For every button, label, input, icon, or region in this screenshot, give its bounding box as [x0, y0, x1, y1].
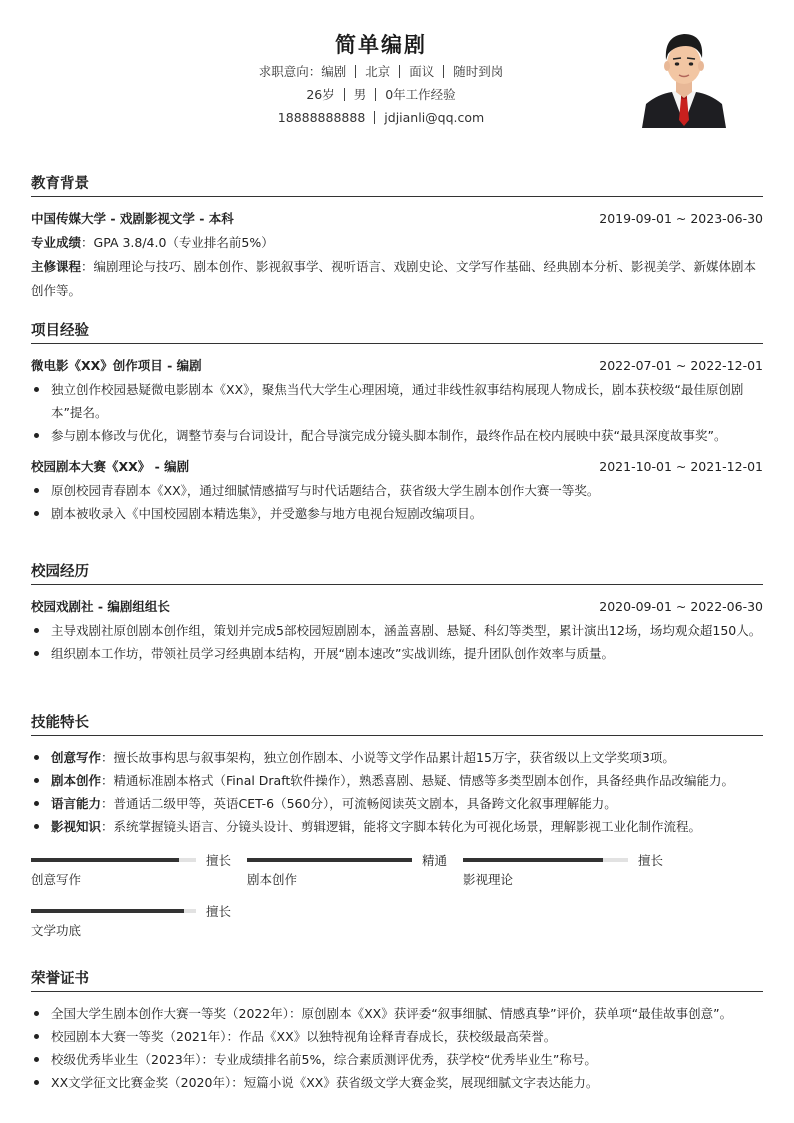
skill-bar-track [247, 858, 412, 862]
skill-name: 剧本创作 [247, 872, 298, 887]
education-header-row [31, 207, 763, 231]
list-item [31, 746, 763, 769]
skill-bar-item [31, 901, 231, 945]
project-header-row [31, 354, 763, 378]
candidate-name: 简单编剧 [335, 33, 427, 57]
list-item: 剧本被收录入《中国校园剧本精选集》，并受邀参与地方电视台短剧改编项目。 [31, 502, 763, 525]
project-name: 微电影《XX》创作项目 - 编剧 [31, 358, 202, 373]
phone: 18888888888 [277, 110, 366, 125]
separator [375, 88, 376, 101]
skill-bar-fill [31, 909, 184, 913]
gpa-label: 专业成绩 [31, 235, 82, 250]
list-item [31, 792, 763, 815]
project-item [31, 354, 763, 447]
resume-page [31, 0, 763, 1123]
campus-bullets [31, 619, 763, 665]
gpa-line [31, 231, 763, 255]
skill-text: ：系统掌握镜头语言、分镜头设计、剪辑逻辑，能将文字脚本转化为可视化场景，理解影视工业化制作流程。 [101, 819, 702, 834]
courses-value: ：编剧理论与技巧、剧本创作、影视叙事学、视听语言、戏剧史论、文学写作基础、经典剧本分析、影视美学、新媒体剧本创作等。 [31, 259, 757, 298]
campus-section [31, 560, 763, 665]
skill-label: 语言能力 [51, 796, 102, 811]
separator [374, 111, 375, 124]
list-item [31, 769, 763, 792]
list-item: 原创校园青春剧本《XX》，通过细腻情感描写与时代话题结合，获省级大学生剧本创作大赛一等奖。 [31, 479, 763, 502]
skill-bars [31, 850, 763, 952]
section-title-campus: 校园经历 [31, 560, 763, 585]
honors-section [31, 967, 763, 1094]
section-title-skills: 技能特长 [31, 711, 763, 736]
project-item [31, 455, 763, 525]
list-item: 校园剧本大赛一等奖（2021年）：作品《XX》以独特视角诠释青春成长，获校级最高荣誉。 [31, 1025, 763, 1048]
experience: 0年工作经验 [385, 87, 456, 102]
skill-label: 剧本创作 [51, 773, 102, 788]
gender: 男 [353, 87, 367, 102]
list-item: 主导戏剧社原创剧本创作组，策划并完成5部校园短剧剧本，涵盖喜剧、悬疑、科幻等类型，累计演出12场，场均观众超150人。 [31, 619, 763, 642]
contact-line [31, 106, 731, 129]
courses-line [31, 255, 763, 303]
separator [355, 65, 356, 78]
list-item [31, 815, 763, 838]
courses-label: 主修课程 [31, 259, 82, 274]
skill-name: 影视理论 [463, 872, 514, 887]
skill-level: 擅长 [205, 904, 231, 919]
project-date: 2021-10-01 ~ 2021-12-01 [599, 459, 763, 474]
projects-section [31, 319, 763, 525]
education-date: 2019-09-01 ~ 2023-06-30 [599, 211, 763, 226]
basic-info-line [31, 83, 731, 106]
skills-section [31, 711, 763, 952]
intent-position: 求职意向：编剧 [258, 64, 347, 79]
separator [344, 88, 345, 101]
list-item: 独立创作校园悬疑微电影剧本《XX》，聚焦当代大学生心理困境，通过非线性叙事结构展现人物成长，剧本获校级“最佳原创剧本”提名。 [31, 378, 763, 424]
intent-line [31, 60, 731, 83]
project-name: 校园剧本大赛《XX》 - 编剧 [31, 459, 190, 474]
skill-bar-fill [31, 858, 179, 862]
skill-level: 精通 [421, 853, 447, 868]
skill-name: 创意写作 [31, 872, 82, 887]
section-title-projects: 项目经验 [31, 319, 763, 344]
skill-label: 影视知识 [51, 819, 102, 834]
skill-label: 创意写作 [51, 750, 102, 765]
skill-text: ：擅长故事构思与叙事架构，独立创作剧本、小说等文学作品累计超15万字，获省级以上文学奖项3项。 [101, 750, 675, 765]
skill-text: ：精通标准剧本格式（Final Draft软件操作），熟悉喜剧、悬疑、情感等多类型剧本创作，具备经典作品改编能力。 [101, 773, 735, 788]
intent-city: 北京 [365, 64, 391, 79]
skill-level: 擅长 [637, 853, 663, 868]
campus-header-row [31, 595, 763, 619]
gpa-value: ：GPA 3.8/4.0（专业排名前5%） [81, 235, 274, 250]
avatar [638, 24, 730, 128]
separator [399, 65, 400, 78]
list-item: 参与剧本修改与优化，调整节奏与台词设计，配合导演完成分镜头脚本制作，最终作品在校内展映中获“最具深度故事奖”。 [31, 424, 763, 447]
list-item: XX文学征文比赛金奖（2020年）：短篇小说《XX》获省级文学大赛金奖，展现细腻文字表达能力。 [31, 1071, 763, 1094]
list-item: 全国大学生剧本创作大赛一等奖（2022年）：原创剧本《XX》获评委“叙事细腻、情感真挚”评价，获单项“最佳故事创意”。 [31, 1002, 763, 1025]
section-title-honors: 荣誉证书 [31, 967, 763, 992]
separator [443, 65, 444, 78]
skill-bar-fill [247, 858, 412, 862]
resume-header [31, 30, 731, 129]
skills-bullets [31, 746, 763, 838]
skill-bar-fill [463, 858, 603, 862]
intent-availability: 随时到岗 [453, 64, 504, 79]
section-title-education: 教育背景 [31, 172, 763, 197]
skill-bar-item [463, 850, 663, 894]
campus-org-role: 校园戏剧社 - 编剧组组长 [31, 599, 170, 614]
honors-bullets [31, 1002, 763, 1094]
project-bullets [31, 479, 763, 525]
skill-bar-item [247, 850, 447, 894]
education-section [31, 172, 763, 303]
project-bullets [31, 378, 763, 447]
project-date: 2022-07-01 ~ 2022-12-01 [599, 358, 763, 373]
email: jdjianli@qq.com [384, 110, 485, 125]
skill-bar-track [31, 909, 196, 913]
campus-date: 2020-09-01 ~ 2022-06-30 [599, 599, 763, 614]
skill-bar-item [31, 850, 231, 894]
skill-bar-track [463, 858, 628, 862]
school-major-degree: 中国传媒大学 - 戏剧影视文学 - 本科 [31, 211, 234, 226]
project-header-row [31, 455, 763, 479]
list-item: 校级优秀毕业生（2023年）：专业成绩排名前5%，综合素质测评优秀，获学校“优秀毕业生”称号。 [31, 1048, 763, 1071]
skill-bar-track [31, 858, 196, 862]
skill-name: 文学功底 [31, 923, 82, 938]
intent-salary: 面议 [409, 64, 435, 79]
skill-text: ：普通话二级甲等，英语CET-6（560分），可流畅阅读英文剧本，具备跨文化叙事理解能力。 [101, 796, 617, 811]
skill-level: 擅长 [205, 853, 231, 868]
age: 26岁 [306, 87, 335, 102]
list-item: 组织剧本工作坊，带领社员学习经典剧本结构，开展“剧本速改”实战训练，提升团队创作效率与质量。 [31, 642, 763, 665]
